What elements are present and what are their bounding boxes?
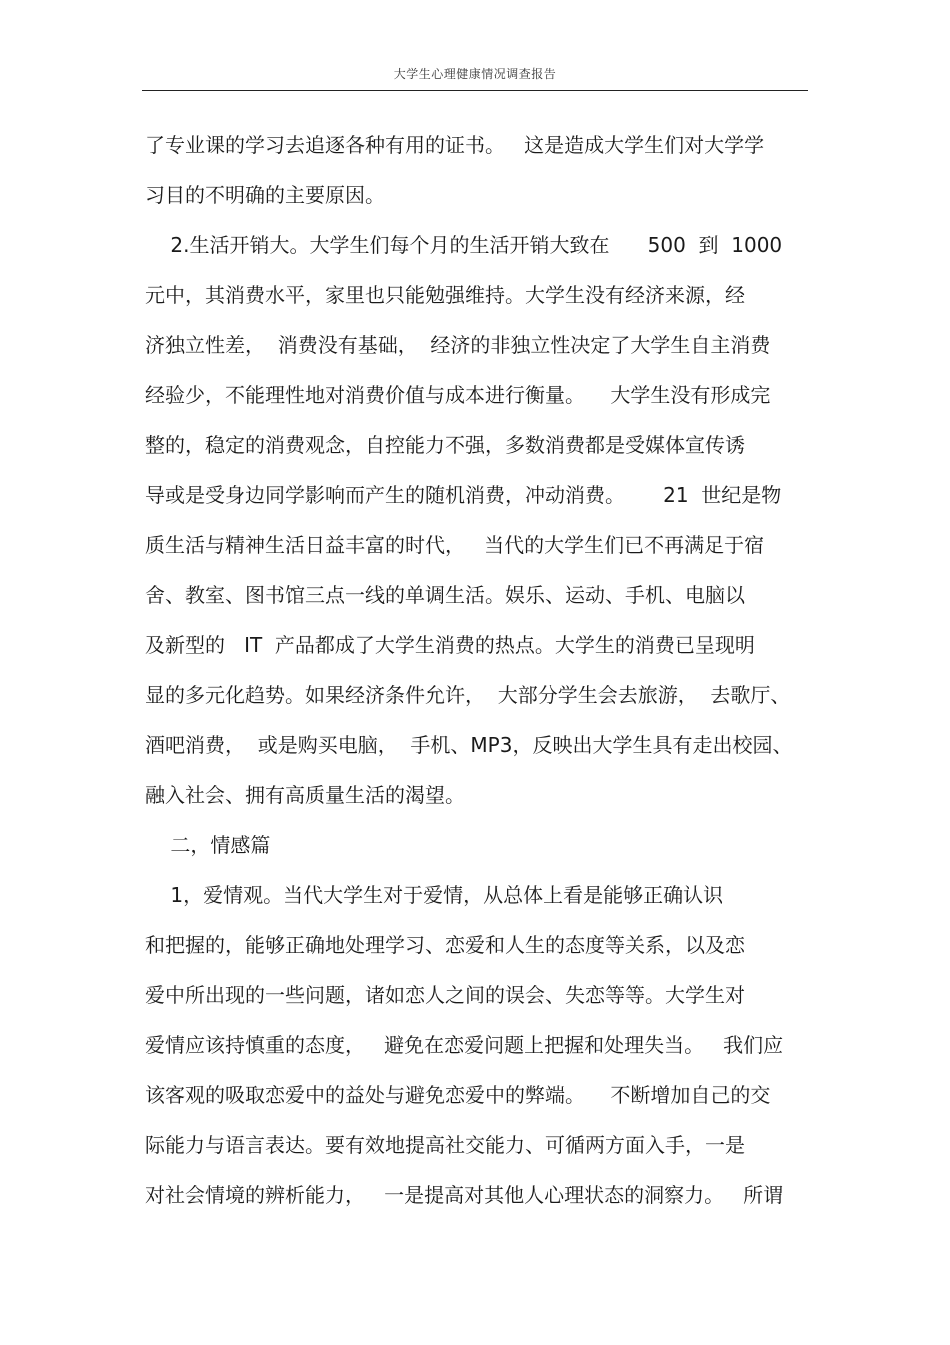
text-line: 该客观的吸取恋爱中的益处与避免恋爱中的弊端。 不断增加自己的交 — [145, 1083, 771, 1107]
text-line: 融入社会、拥有高质量生活的渴望。 — [145, 783, 465, 807]
text-line: 舍、教室、图书馆三点一线的单调生活。娱乐、运动、手机、电脑以 — [145, 583, 745, 607]
text-line: 爱情应该持慎重的态度， 避免在恋爱问题上把握和处理失当。 我们应 — [145, 1033, 784, 1057]
text-line: 习目的不明确的主要原因。 — [145, 183, 385, 207]
text-line: 经验少，不能理性地对消费价值与成本进行衡量。 大学生没有形成完 — [145, 383, 771, 407]
header-rule — [142, 90, 808, 91]
text-line: 了专业课的学习去追逐各种有用的证书。 这是造成大学生们对大学学 — [145, 133, 765, 157]
text-line: 2.生活开销大。大学生们每个月的生活开销大致在 500 到 1000 — [145, 233, 783, 257]
text-line: 质生活与精神生活日益丰富的时代， 当代的大学生们已不再满足于宿 — [145, 533, 765, 557]
text-line: 济独立性差， 消费没有基础， 经济的非独立性决定了大学生自主消费 — [145, 333, 771, 357]
text-line: 元中，其消费水平，家里也只能勉强维持。大学生没有经济来源，经 — [145, 283, 745, 307]
text-line: 际能力与语言表达。要有效地提高社交能力、可循两方面入手，一是 — [145, 1133, 745, 1157]
running-header: 大学生心理健康情况调查报告 — [393, 67, 557, 81]
document-body — [145, 120, 815, 1220]
text-line: 对社会情境的辨析能力， 一是提高对其他人心理状态的洞察力。 所谓 — [145, 1183, 784, 1207]
text-line: 爱中所出现的一些问题，诸如恋人之间的误会、失恋等等。大学生对 — [145, 983, 745, 1007]
text-line: 酒吧消费， 或是购买电脑， 手机、MP3，反映出大学生具有走出校园、 — [145, 733, 793, 757]
text-line: 导或是受身边同学影响而产生的随机消费，冲动消费。 21 世纪是物 — [145, 483, 782, 507]
text-line: 1，爱情观。当代大学生对于爱情，从总体上看是能够正确认识 — [145, 883, 724, 907]
text-line: 显的多元化趋势。如果经济条件允许， 大部分学生会去旅游， 去歌厅、 — [145, 683, 791, 707]
text-line: 整的，稳定的消费观念，自控能力不强，多数消费都是受媒体宣传诱 — [145, 433, 745, 457]
section-heading: 二，情感篇 — [145, 833, 271, 857]
text-line: 及新型的 IT 产品都成了大学生消费的热点。大学生的消费已呈现明 — [145, 633, 755, 657]
text-line: 和把握的，能够正确地处理学习、恋爱和人生的态度等关系，以及恋 — [145, 933, 745, 957]
